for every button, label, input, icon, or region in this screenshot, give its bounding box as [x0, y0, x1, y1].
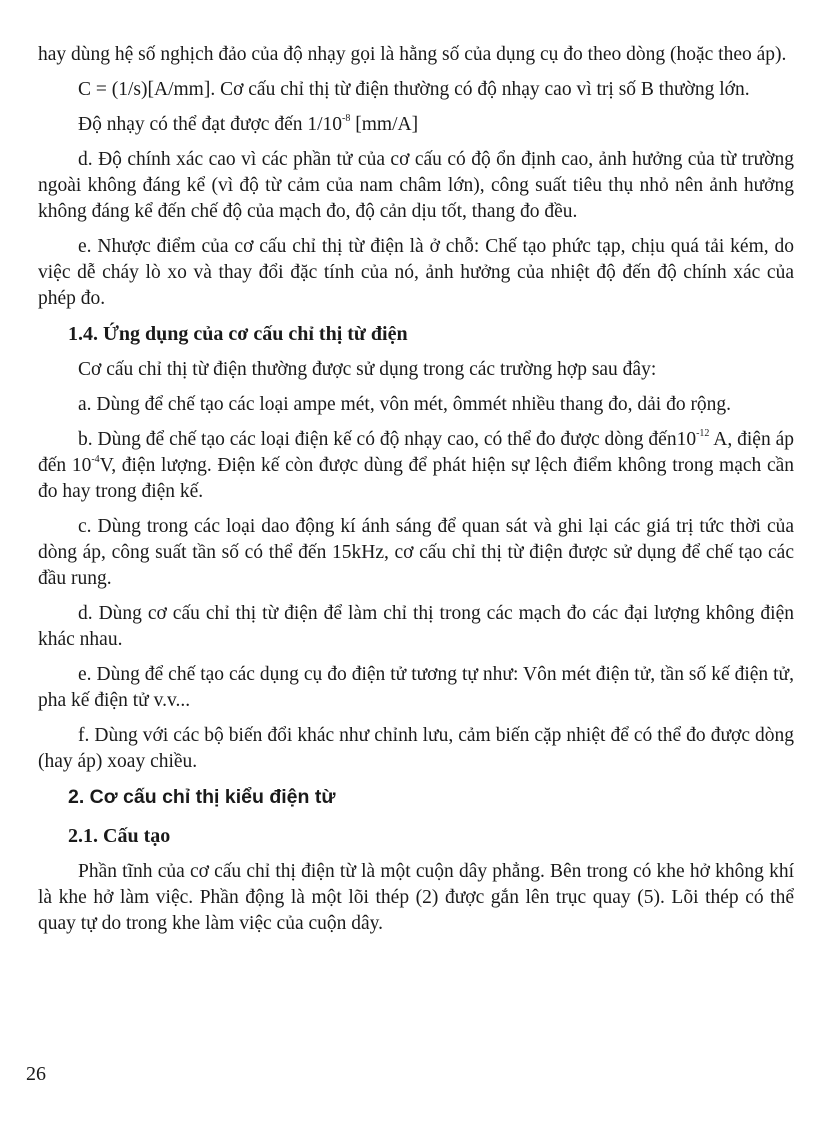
paragraph: Cơ cấu chỉ thị từ điện thường được sử dụng trong các trường hợp sau đây: [78, 359, 657, 380]
text-run: A, điện áp đến 10 [38, 429, 795, 476]
superscript: -12 [696, 428, 710, 439]
text-run: b. Dùng để chế tạo các loại điện kế có độ nhạy cao, có thể đo được dòng đến10 [78, 429, 697, 450]
paragraph-sensitivity [38, 112, 794, 138]
page-content [38, 42, 794, 946]
superscript: -4 [91, 454, 100, 465]
list-item [38, 427, 794, 505]
list-item: c. Dùng trong các loại dao động kí ánh sáng để quan sát và ghi lại các giá trị tức thời của dòng áp, công suất tần số có thể đến 15kHz, cơ cấu chỉ thị từ điện được sử dụng để chế tạo các đầu rung. [38, 516, 794, 589]
text-run: V, điện lượng. Điện kế còn được dùng để phát hiện sự lệch điểm không trong mạch cần đo hay trong điện kế. [38, 455, 794, 502]
section-heading: 2.1. Cấu tạo [68, 825, 171, 847]
paragraph: hay dùng hệ số nghịch đảo của độ nhạy gọi là hằng số của dụng cụ đo theo dòng (hoặc theo áp). [38, 44, 787, 65]
paragraph: e. Nhược điểm của cơ cấu chỉ thị từ điện là ở chỗ: Chế tạo phức tạp, chịu quá tải kém, do việc dễ cháy lò xo và thay đổi đặc tính của nó, ảnh hưởng của nhiệt độ đến độ chính xác của phép đo. [38, 236, 794, 309]
chapter-heading: 2. Cơ cấu chỉ thị kiểu điện từ [68, 786, 336, 808]
section-heading: 1.4. Ứng dụng của cơ cấu chỉ thị từ điện [68, 323, 408, 345]
text-run: [mm/A] [350, 114, 419, 135]
list-item: d. Dùng cơ cấu chỉ thị từ điện để làm chỉ thị trong các mạch đo các đại lượng không điện khác nhau. [38, 603, 794, 650]
paragraph: C = (1/s)[A/mm]. Cơ cấu chỉ thị từ điện thường có độ nhạy cao vì trị số B thường lớn. [78, 79, 750, 100]
text-run: Độ nhạy có thể đạt được đến 1/10 [78, 114, 343, 135]
list-item: a. Dùng để chế tạo các loại ampe mét, vôn mét, ômmét nhiều thang đo, dải đo rộng. [78, 394, 732, 415]
paragraph: Phần tĩnh của cơ cấu chỉ thị điện từ là một cuộn dây phẳng. Bên trong có khe hở không khí là khe hở làm việc. Phần động là một lõi thép (2) được gắn lên trục quay (5). Lõi thép có thể quay tự do trong khe làm việc của cuộn dây. [38, 861, 794, 934]
superscript: -8 [342, 113, 351, 124]
list-item: f. Dùng với các bộ biến đổi khác như chỉnh lưu, cảm biến cặp nhiệt để có thể đo được dòng (hay áp) xoay chiều. [38, 725, 794, 772]
page-number: 26 [26, 1063, 46, 1085]
paragraph: d. Độ chính xác cao vì các phần tử của cơ cấu có độ ổn định cao, ảnh hưởng của từ trường ngoài không đáng kể (vì độ từ cảm của nam châm lớn), công suất tiêu thụ nhỏ nên ảnh hưởng không đáng kể đến chế độ của mạch đo, độ cản dịu tốt, thang đo đều. [38, 149, 794, 222]
list-item: e. Dùng để chế tạo các dụng cụ đo điện tử tương tự như: Vôn mét điện tử, tần số kế điện tử, pha kế điện tử v.v... [38, 664, 794, 711]
